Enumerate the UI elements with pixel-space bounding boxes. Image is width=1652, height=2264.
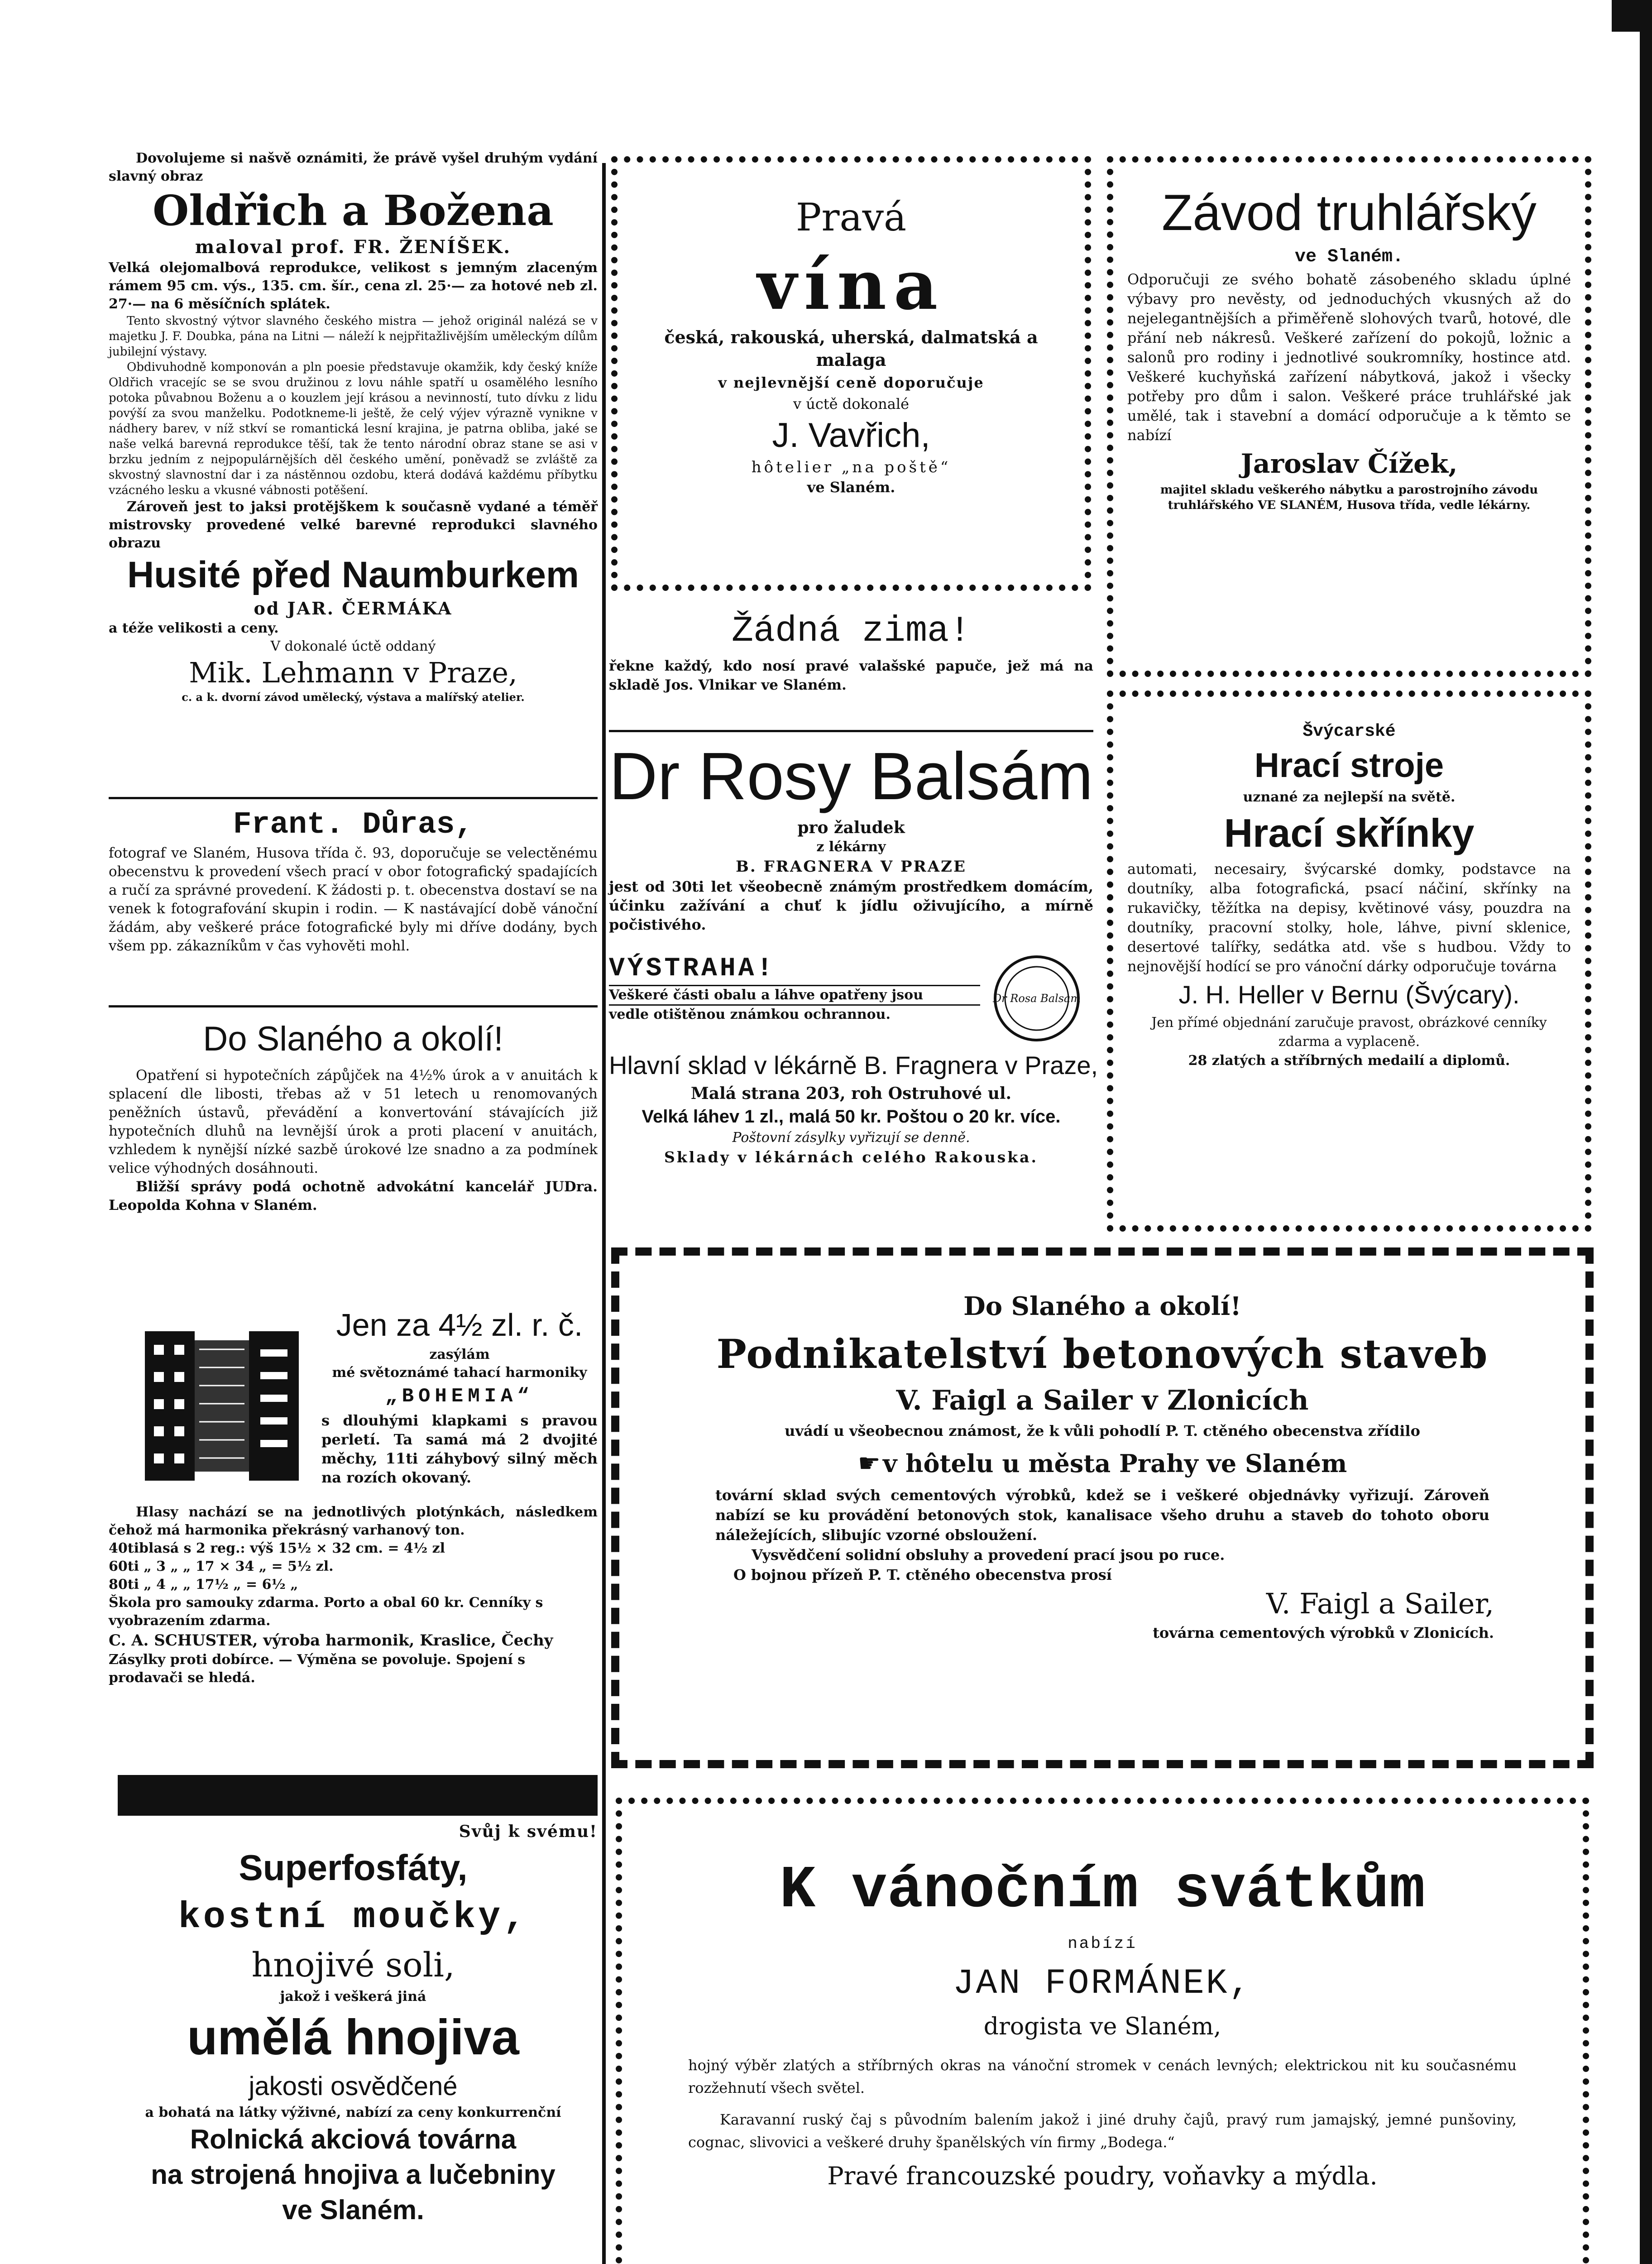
harmonika-school: Škola pro samouky zdarma. Porto a obal 60 kr. Cenníky s vyobrazením zdarma. xyxy=(109,1595,543,1629)
harmonika-advert xyxy=(109,1304,598,1686)
balsam-l2: z lékárny xyxy=(816,839,886,855)
superfosfat-advert xyxy=(109,1820,598,2264)
harmonika-name: „BOHEMIA“ xyxy=(385,1385,534,1408)
hypo-heading: Do Slaného a okolí! xyxy=(203,1020,503,1058)
superfosfat-l10: ve Slaném. xyxy=(282,2195,424,2225)
harmonika-row-1: 40tiblasá s 2 reg.: výš 15½ × 32 cm. = 4½ zl xyxy=(109,1540,445,1556)
balsam-addr: Malá strana 203, roh Ostruhové ul. xyxy=(690,1084,1012,1103)
harmonika-row-3: 80ti „ 4 „ „ 17½ „ = 6½ „ xyxy=(109,1577,298,1592)
vina-l6: hôtelier „na poště“ xyxy=(751,458,951,476)
vina-advert xyxy=(629,190,1073,589)
balsam-post: Poštovní zásylky vyřizují se denně. xyxy=(732,1130,970,1146)
heller-text: automati, necesairy, švýcarské domky, podstavce na doutníky, alba fotografická, psací náčiní, skřínky na rukavičky, těžítka na depisy, květinové vásy, pouzdra na doutníky, pracovní stolky, hole, láhve, pivní sklenice, desertové talířky, sedátka atd. vše s hudbou. Vždy to nejnovější hodící se pro vánoční dárky odporučuje továrna xyxy=(1127,860,1571,975)
duras-advert xyxy=(109,806,598,1005)
faigl-l4: O bojnou přízeň P. T. ctěného obecenstva prosí xyxy=(733,1566,1112,1583)
black-banner xyxy=(118,1775,598,1816)
superfosfat-l5: umělá hnojiva xyxy=(187,2010,519,2065)
divider-2 xyxy=(109,1005,598,1007)
superfosfat-tag: Svůj k svému! xyxy=(459,1822,598,1841)
superfosfat-l9: na strojená hnojiva a lučebniny xyxy=(151,2159,555,2190)
vina-l7: ve Slaném. xyxy=(807,479,895,496)
formanek-advert xyxy=(647,1852,1557,2264)
formanek-l2: drogista ve Slaném, xyxy=(983,2013,1221,2040)
balsam-title: Dr Rosy Balsám xyxy=(609,739,1093,814)
vina-l3: česká, rakouská, uherská, dalmatská a malaga xyxy=(664,327,1038,370)
scan-edge-top xyxy=(1612,0,1652,32)
vina-l2: vína xyxy=(757,245,945,325)
truhlar-title: Závod truhlářský xyxy=(1162,184,1537,241)
harmonika-row-2: 60ti „ 3 „ „ 17 × 34 „ = 5½ zl. xyxy=(109,1559,334,1574)
harmonika-line2: mé světoznámé tahací harmoniky xyxy=(332,1365,587,1381)
superfosfat-l2: kostní moučky, xyxy=(178,1896,528,1938)
vina-name: J. Vavřich, xyxy=(772,416,930,455)
heller-advert xyxy=(1127,720,1571,1223)
balsam-warn: VÝSTRAHA! xyxy=(609,954,776,983)
balsam-l1: pro žaludek xyxy=(797,818,905,837)
balsam-warn-t1: Veškeré části obalu a láhve opatřeny jsou xyxy=(609,985,980,1006)
hypo-p1: Opatření si hypotečních zápůjček na 4½% úrok a v anuitách k splacení dle libosti, třebas až v 51 letech u renomovaných peněžních ústavů, převádění a konvertování stávajících již hypotečních dluhů na levnější úrok a proti placení v anuitách, vzhledem k nynější nízké sazbě úrokové lze snadno a za podmínek velice výhodných dosáhnouti. xyxy=(109,1067,598,1176)
scan-edge-right xyxy=(1640,0,1652,2264)
oldrich-p1: Velká olejomalbová reprodukce, velikost s jemným zlaceným rámem 95 cm. výs., 135. cm. šír., cena zl. 25·— za hotové neb zl. 27·— na 6 měsíčních splátek. xyxy=(109,260,598,312)
balsam-seal-text: Dr Rosa Balsam xyxy=(992,992,1081,1005)
superfosfat-l6: jakosti osvědčené xyxy=(249,2072,458,2101)
superfosfat-l1: Superfosfáty, xyxy=(239,1847,468,1888)
formanek-l1: nabízí xyxy=(1068,1934,1137,1953)
zima-text: řekne každý, kdo nosí pravé valašské papuče, jež má na skladě Jos. Vlnikar ve Slaném. xyxy=(609,658,1093,693)
divider-1 xyxy=(109,797,598,799)
formanek-name: JAN FORMÁNEK, xyxy=(953,1964,1252,2004)
vina-l1: Pravá xyxy=(795,195,907,240)
oldrich-p2: Tento skvostný výtvor slavného českého mistra — jehož originál nalézá se v majetku J. F. Doubka, pána na Litni — náleží k nejpřitažlivějším uměleckým dílům jubilejní výstavy. xyxy=(109,314,598,359)
faigl-firm: V. Faigl a Sailer v Zlonicích xyxy=(896,1385,1309,1416)
balsam-main: Hlavní sklad v lékárně B. Fragnera v Praze, xyxy=(609,1051,1098,1079)
balsam-l3: B. FRAGNERA V PRAZE xyxy=(736,858,967,876)
balsam-price: Velká láhev 1 zl., malá 50 kr. Poštou o 20 kr. více. xyxy=(642,1107,1061,1127)
superfosfat-l8: Rolnická akciová továrna xyxy=(190,2124,517,2154)
balsam-seal xyxy=(991,953,1082,1044)
faigl-l3: Vysvědčení solidní obsluhy a provedení prací jsou po ruce. xyxy=(752,1546,1225,1564)
faigl-title: Podnikatelství betonových staveb xyxy=(716,1330,1489,1377)
truhlar-name: Jaroslav Čížek, xyxy=(1240,448,1458,479)
superfosfat-l4: jakož i veškerá jiná xyxy=(280,1989,426,2005)
oldrich-title: Oldřich a Božena xyxy=(153,186,554,235)
accordion-illustration xyxy=(131,1313,312,1503)
harmonika-seller: C. A. SCHUSTER, výroba harmonik, Kraslice, Čechy xyxy=(109,1631,553,1650)
lehmann-sub: c. a k. dvorní závod umělecký, výstava a malířský atelier. xyxy=(182,691,525,704)
formanek-text2: Karavanní ruský čaj s původním balením jakož i jiné druhy čajů, pravý rum jamajský, jemné punšoviny, cognac, slivovici a veškeré druhy španělských vín firmy „Bodega.“ xyxy=(688,2111,1517,2151)
formanek-title: K vánočním svátkům xyxy=(780,1856,1425,1924)
formanek-text1: hojný výběr zlatých a stříbrných okras na vánoční stromek v cenách levných; elektrickou nit ku současnému rozžehnutí všech světel. xyxy=(688,2057,1517,2096)
lehmann-firm: Mik. Lehmann v Praze, xyxy=(189,656,517,689)
column-rule-left xyxy=(602,163,606,2264)
truhlar-sub: ve Slaném. xyxy=(1294,247,1404,267)
divider-3 xyxy=(609,730,1093,732)
balsam-text: jest od 30ti let všeobecně známým prostředkem domácím, účinku zažívání a chuť k jídlu oživujícího, a mírně počistivého. xyxy=(609,878,1093,933)
faigl-l2: v hôtelu u města Prahy ve Slaném xyxy=(883,1449,1347,1478)
zima-advert xyxy=(609,607,1093,729)
heller-l2: Hrací stroje xyxy=(1254,746,1444,785)
heller-l4: Hrací skřínky xyxy=(1224,811,1475,855)
balsam-advert xyxy=(609,736,1098,1234)
faigl-sign-sub: továrna cementových výrobků v Zlonicích. xyxy=(1153,1624,1494,1641)
truhlar-advert xyxy=(1127,181,1571,670)
vina-l5: v úctě dokonalé xyxy=(793,395,909,413)
superfosfat-l3: hnojivé soli, xyxy=(251,1946,455,1985)
husite-author: od JAR. ČERMÁKA xyxy=(254,598,453,619)
zima-title: Žádná zima! xyxy=(731,611,971,652)
heller-f2: 28 zlatých a stříbrných medailí a diplomů. xyxy=(1188,1053,1510,1069)
superfosfat-l7: a bohatá na látky výživné, nabízí za ceny konkurrenční xyxy=(145,2105,561,2120)
faigl-advert xyxy=(643,1286,1562,1757)
oldrich-p4: Zároveň jest to jaksi protějškem k současně vydané a téměř mistrovsky provedené velké barevné reprodukci slavného obrazu xyxy=(109,499,598,551)
oldrich-advert xyxy=(109,149,598,783)
faigl-heading: Do Slaného a okolí! xyxy=(963,1291,1241,1321)
oldrich-p3: Obdivuhodně komponován a pln poesie představuje okamžik, kdy český kníže Oldřich vracejíc se se svou družinou z lovu náhle spatří u osamělého lesního potoka půvabnou Boženu a o kouzlem její krásou a nevinností, tuto dívku z lidu povýší za svou manželku. Podotkneme-li ještě, že celý výjev výrazně vynikne v nádhery barev, v níž stkví se romantická lesní krajina, je patrna obliba, jaké se naše velká barevná reprodukce těší, tak že tento národní obraz stane se asi v brzku jedním z nejpopulárnějších děl českého umění, poněvadž se zvláště za skvostný slavnostní dar i za nástěnnou ozdobu, která dodává každému příbytku vzácného lesku a vkusné vábnosti potěšení. xyxy=(109,360,598,497)
balsam-stores: Sklady v lékárnách celého Rakouska. xyxy=(664,1148,1038,1166)
hypo-advert xyxy=(109,1012,598,1297)
vina-l4: v nejlevnější ceně doporučuje xyxy=(718,374,984,391)
balsam-warn-t2: vedle otištěnou známkou ochrannou. xyxy=(609,1007,891,1022)
truhlar-text: Odporučuji ze svého bohatě zásobeného skladu úplné výbavy pro nevěsty, od jednoduchých vkusných až do nejelegantnějších a přiměřeně slohových tvarů, hotové, dle přání neb nákresů. Veškeré zařízení do pokojů, ložnic a salonů pro rodiny i jednotlivé soukromníky, hostince atd. Veškeré kuchyňská zařízení nábytková, jakož i všecky potřeby pro dům i salon. Veškeré práce truhlářské jak umělé, tak i stavební a domácí odporučuje a k těmto se nabízí xyxy=(1127,271,1571,444)
oldrich-author: maloval prof. FR. ŽENÍŠEK. xyxy=(195,236,512,258)
pointing-hand-icon: ☛ xyxy=(857,1449,881,1478)
truhlar-foot: majitel skladu veškerého nábytku a parostrojního závodu truhlářského VE SLANÉM, Husova třída, vedle lékárny. xyxy=(1160,483,1538,512)
faigl-sign: V. Faigl a Sailer, xyxy=(1266,1587,1494,1620)
oldrich-greeting: V dokonalé úctě oddaný xyxy=(270,638,436,654)
formanek-foot: Pravé francouzské poudry, voňavky a mýdla. xyxy=(827,2162,1378,2190)
heller-f1: Jen přímé objednání zaručuje pravost, obrázkové cenníky zdarma a vyplaceně. xyxy=(1151,1015,1547,1050)
faigl-text: tovární sklad svých cementových výrobků, kdež se i veškeré objednávky vyřizují. Zároveň nabízí se ku provádění betonových stok, kanalisace všeho druhu a staveb do tohoto oboru náležejících, slibujíc vzorné obsloužení. xyxy=(715,1487,1489,1544)
husite-sizes: a téže velikosti a ceny. xyxy=(109,620,279,636)
oldrich-intro: Dovolujeme si našvě oznámiti, že právě vyšel druhým vydání slavný obraz xyxy=(109,150,598,184)
heller-l1: Švýcarské xyxy=(1302,722,1396,741)
duras-name: Frant. Důras, xyxy=(233,807,474,842)
harmonika-desc: s dlouhými klapkami s pravou perletí. Ta samá má 2 dvojité měchy, 11ti záhybový silný měch na rozích okovaný. xyxy=(321,1412,598,1486)
heller-l3: uznané za nejlepší na světě. xyxy=(1243,789,1456,805)
faigl-l1: uvádí u všeobecnou známost, že k vůli pohodlí P. T. ctěného obecenstva zřídilo xyxy=(785,1422,1420,1439)
harmonika-footer: Zásylky proti dobírce. — Výměna se povoluje. Spojení s prodavači se hledá. xyxy=(109,1652,526,1686)
harmonika-price: Jen za 4½ zl. r. č. xyxy=(336,1307,583,1343)
harmonika-line1: zasýlám xyxy=(429,1347,490,1362)
hypo-p2: Bližší správy podá ochotně advokátní kancelář JUDra. Leopolda Kohna v Slaném. xyxy=(109,1179,598,1214)
husite-title: Husité před Naumburkem xyxy=(127,554,579,595)
heller-name: J. H. Heller v Bernu (Švýcary). xyxy=(1178,980,1520,1009)
duras-text: fotograf ve Slaném, Husova třída č. 93, doporučuje se velectěnému obecenstvu k provedení všech prací v obor fotografický spadajících a ručí za správné provedení. K žádosti p. t. obecenstva dostaví se na venek k fotografování skupin i rodin. — K nastávající době vánoční žádám, aby veškeré práce fotografické byly mi dříve dodány, bych všem pp. zákazníkům v čas vyhověti mohl. xyxy=(109,845,598,954)
harmonika-note: Hlasy nachází se na jednotlivých plotýnkách, následkem čehož má harmonika překrásný varhanový ton. xyxy=(109,1504,598,1538)
